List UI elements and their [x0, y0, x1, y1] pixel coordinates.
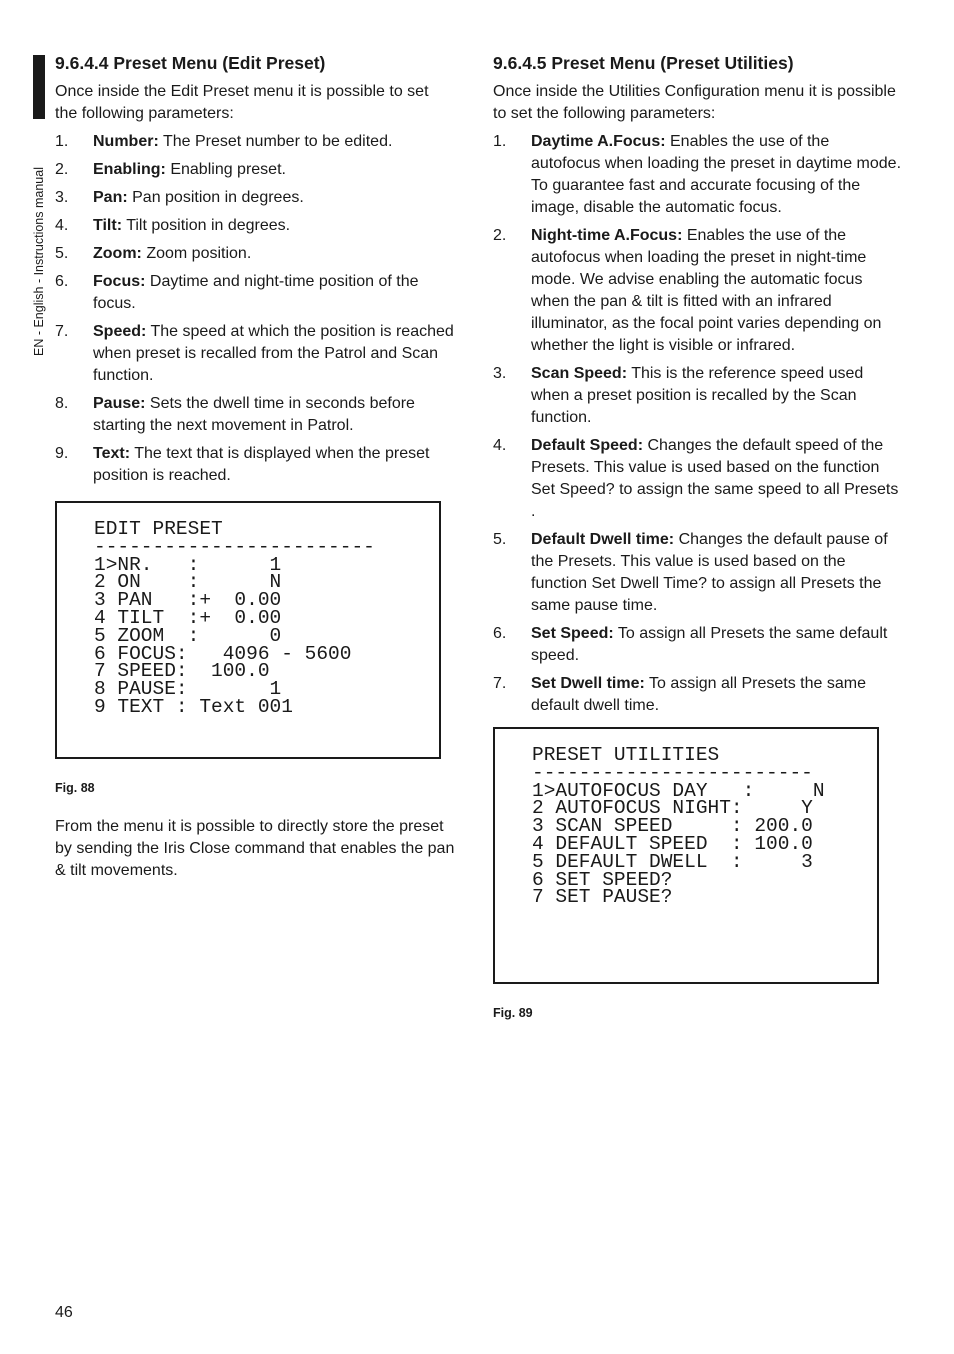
intro-paragraph: Once inside the Utilities Configuration menu it is possible to set the following parameters: [493, 83, 896, 122]
item-description: Changes the default speed of the Presets. This value is used based on the function Set Speed? to assign the same speed to all Presets . [531, 437, 899, 520]
item-description: Tilt position in degrees. [122, 217, 291, 234]
item-number: 2. [493, 227, 507, 244]
item-term: Set Dwell time: [531, 675, 645, 692]
list-item [55, 443, 455, 487]
list-item [55, 131, 455, 153]
list-item [493, 131, 903, 219]
list-item [55, 159, 455, 181]
item-term: Set Speed: [531, 625, 614, 642]
item-number: 4. [55, 217, 69, 234]
item-number: 3. [493, 365, 507, 382]
item-term: Pause: [93, 395, 146, 412]
list-item [493, 435, 903, 523]
item-term: Daytime A.Focus: [531, 133, 666, 150]
item-description: Enabling preset. [165, 161, 286, 178]
item-description: The text that is displayed when the preset position is reached. [93, 445, 430, 484]
item-term: Speed: [93, 323, 147, 340]
item-term: Text: [93, 445, 131, 462]
list-item [493, 529, 903, 617]
page-number: 46 [55, 1304, 73, 1321]
item-term: Number: [93, 133, 159, 150]
parameter-list [493, 131, 903, 717]
figure-caption: Fig. 88 [55, 781, 95, 795]
item-number: 6. [493, 625, 507, 642]
item-term: Default Speed: [531, 437, 644, 454]
list-item [55, 243, 455, 265]
list-item [493, 363, 903, 429]
item-description: Daytime and night-time position of the focus. [93, 273, 419, 312]
item-number: 5. [55, 245, 69, 262]
item-term: Tilt: [93, 217, 123, 234]
item-term: Default Dwell time: [531, 531, 675, 548]
item-term: Enabling: [93, 161, 166, 178]
list-item [55, 393, 455, 437]
item-term: Pan: [93, 189, 128, 206]
section-marker-bar [33, 55, 45, 119]
osd-screen-preset-utilities [493, 727, 879, 984]
osd-text: EDIT PRESET ------------------------ 1>NR. : 1 2 ON : N 3 PAN :+ 0.00 4 TILT :+ 0.00 5 ZOOM : 0 6 FOCUS: 4096 - 5600 7 SPEED: 100.0 8 PAUSE: 1 9 TEXT : Text 001 [94, 518, 375, 718]
osd-text: PRESET UTILITIES ------------------------ 1>AUTOFOCUS DAY : N 2 AUTOFOCUS NIGHT: Y 3 SCAN SPEED : 200.0 4 DEFAULT SPEED : 100.0 5 DEFAULT DWELL : 3 6 SET SPEED? 7 SET PAUSE? [532, 744, 825, 909]
section-heading-preset-utilities: 9.6.4.5 Preset Menu (Preset Utilities) [493, 53, 794, 73]
body-paragraph: From the menu it is possible to directly store the preset by sending the Iris Close command that enables the pan & tilt movements. [55, 818, 455, 879]
item-description: Sets the dwell time in seconds before starting the next movement in Patrol. [93, 395, 415, 434]
running-header: EN - English - Instructions manual [32, 167, 46, 356]
item-number: 6. [55, 273, 69, 290]
item-number: 3. [55, 189, 69, 206]
list-item [55, 187, 455, 209]
item-number: 1. [493, 133, 507, 150]
item-number: 7. [493, 675, 507, 692]
right-column [493, 52, 903, 1024]
item-description: Enables the use of the autofocus when loading the preset in night-time mode. We advise enabling the automatic focus when the pan & tilt is fitted with an infrared illuminator, as the focal point varies depending on whether the light is visible or infrared. [531, 227, 882, 354]
item-description: The Preset number to be edited. [158, 133, 393, 150]
list-item [55, 215, 455, 237]
section-heading-edit-preset: 9.6.4.4 Preset Menu (Edit Preset) [55, 53, 326, 73]
figure-caption: Fig. 89 [493, 1006, 533, 1020]
parameter-list [55, 131, 455, 487]
item-number: 7. [55, 323, 69, 340]
list-item [493, 225, 903, 357]
item-description: The speed at which the position is reached when preset is recalled from the Patrol and Scan function. [93, 323, 454, 384]
item-description: To assign all Presets the same default dwell time. [531, 675, 866, 714]
item-description: This is the reference speed used when a preset position is recalled by the Scan function. [531, 365, 864, 426]
left-column [55, 52, 455, 882]
item-description: Zoom position. [141, 245, 252, 262]
list-item [55, 271, 455, 315]
osd-screen-edit-preset [55, 501, 441, 759]
item-description: Pan position in degrees. [127, 189, 304, 206]
item-number: 4. [493, 437, 507, 454]
item-term: Scan Speed: [531, 365, 628, 382]
item-number: 1. [55, 133, 69, 150]
list-item [55, 321, 455, 387]
item-number: 2. [55, 161, 69, 178]
item-number: 5. [493, 531, 507, 548]
item-number: 8. [55, 395, 69, 412]
list-item [493, 673, 903, 717]
item-term: Night-time A.Focus: [531, 227, 683, 244]
intro-paragraph: Once inside the Edit Preset menu it is possible to set the following parameters: [55, 83, 429, 122]
item-number: 9. [55, 445, 69, 462]
item-description: To assign all Presets the same default speed. [531, 625, 888, 664]
item-term: Zoom: [93, 245, 142, 262]
item-description: Enables the use of the autofocus when loading the preset in daytime mode. To guarantee fast and accurate focusing of the image, disable the automatic focus. [531, 133, 902, 216]
item-term: Focus: [93, 273, 146, 290]
item-description: Changes the default pause of the Presets. This value is used based on the function Set Dwell Time? to assign all Presets the same pause time. [531, 531, 888, 614]
list-item [493, 623, 903, 667]
